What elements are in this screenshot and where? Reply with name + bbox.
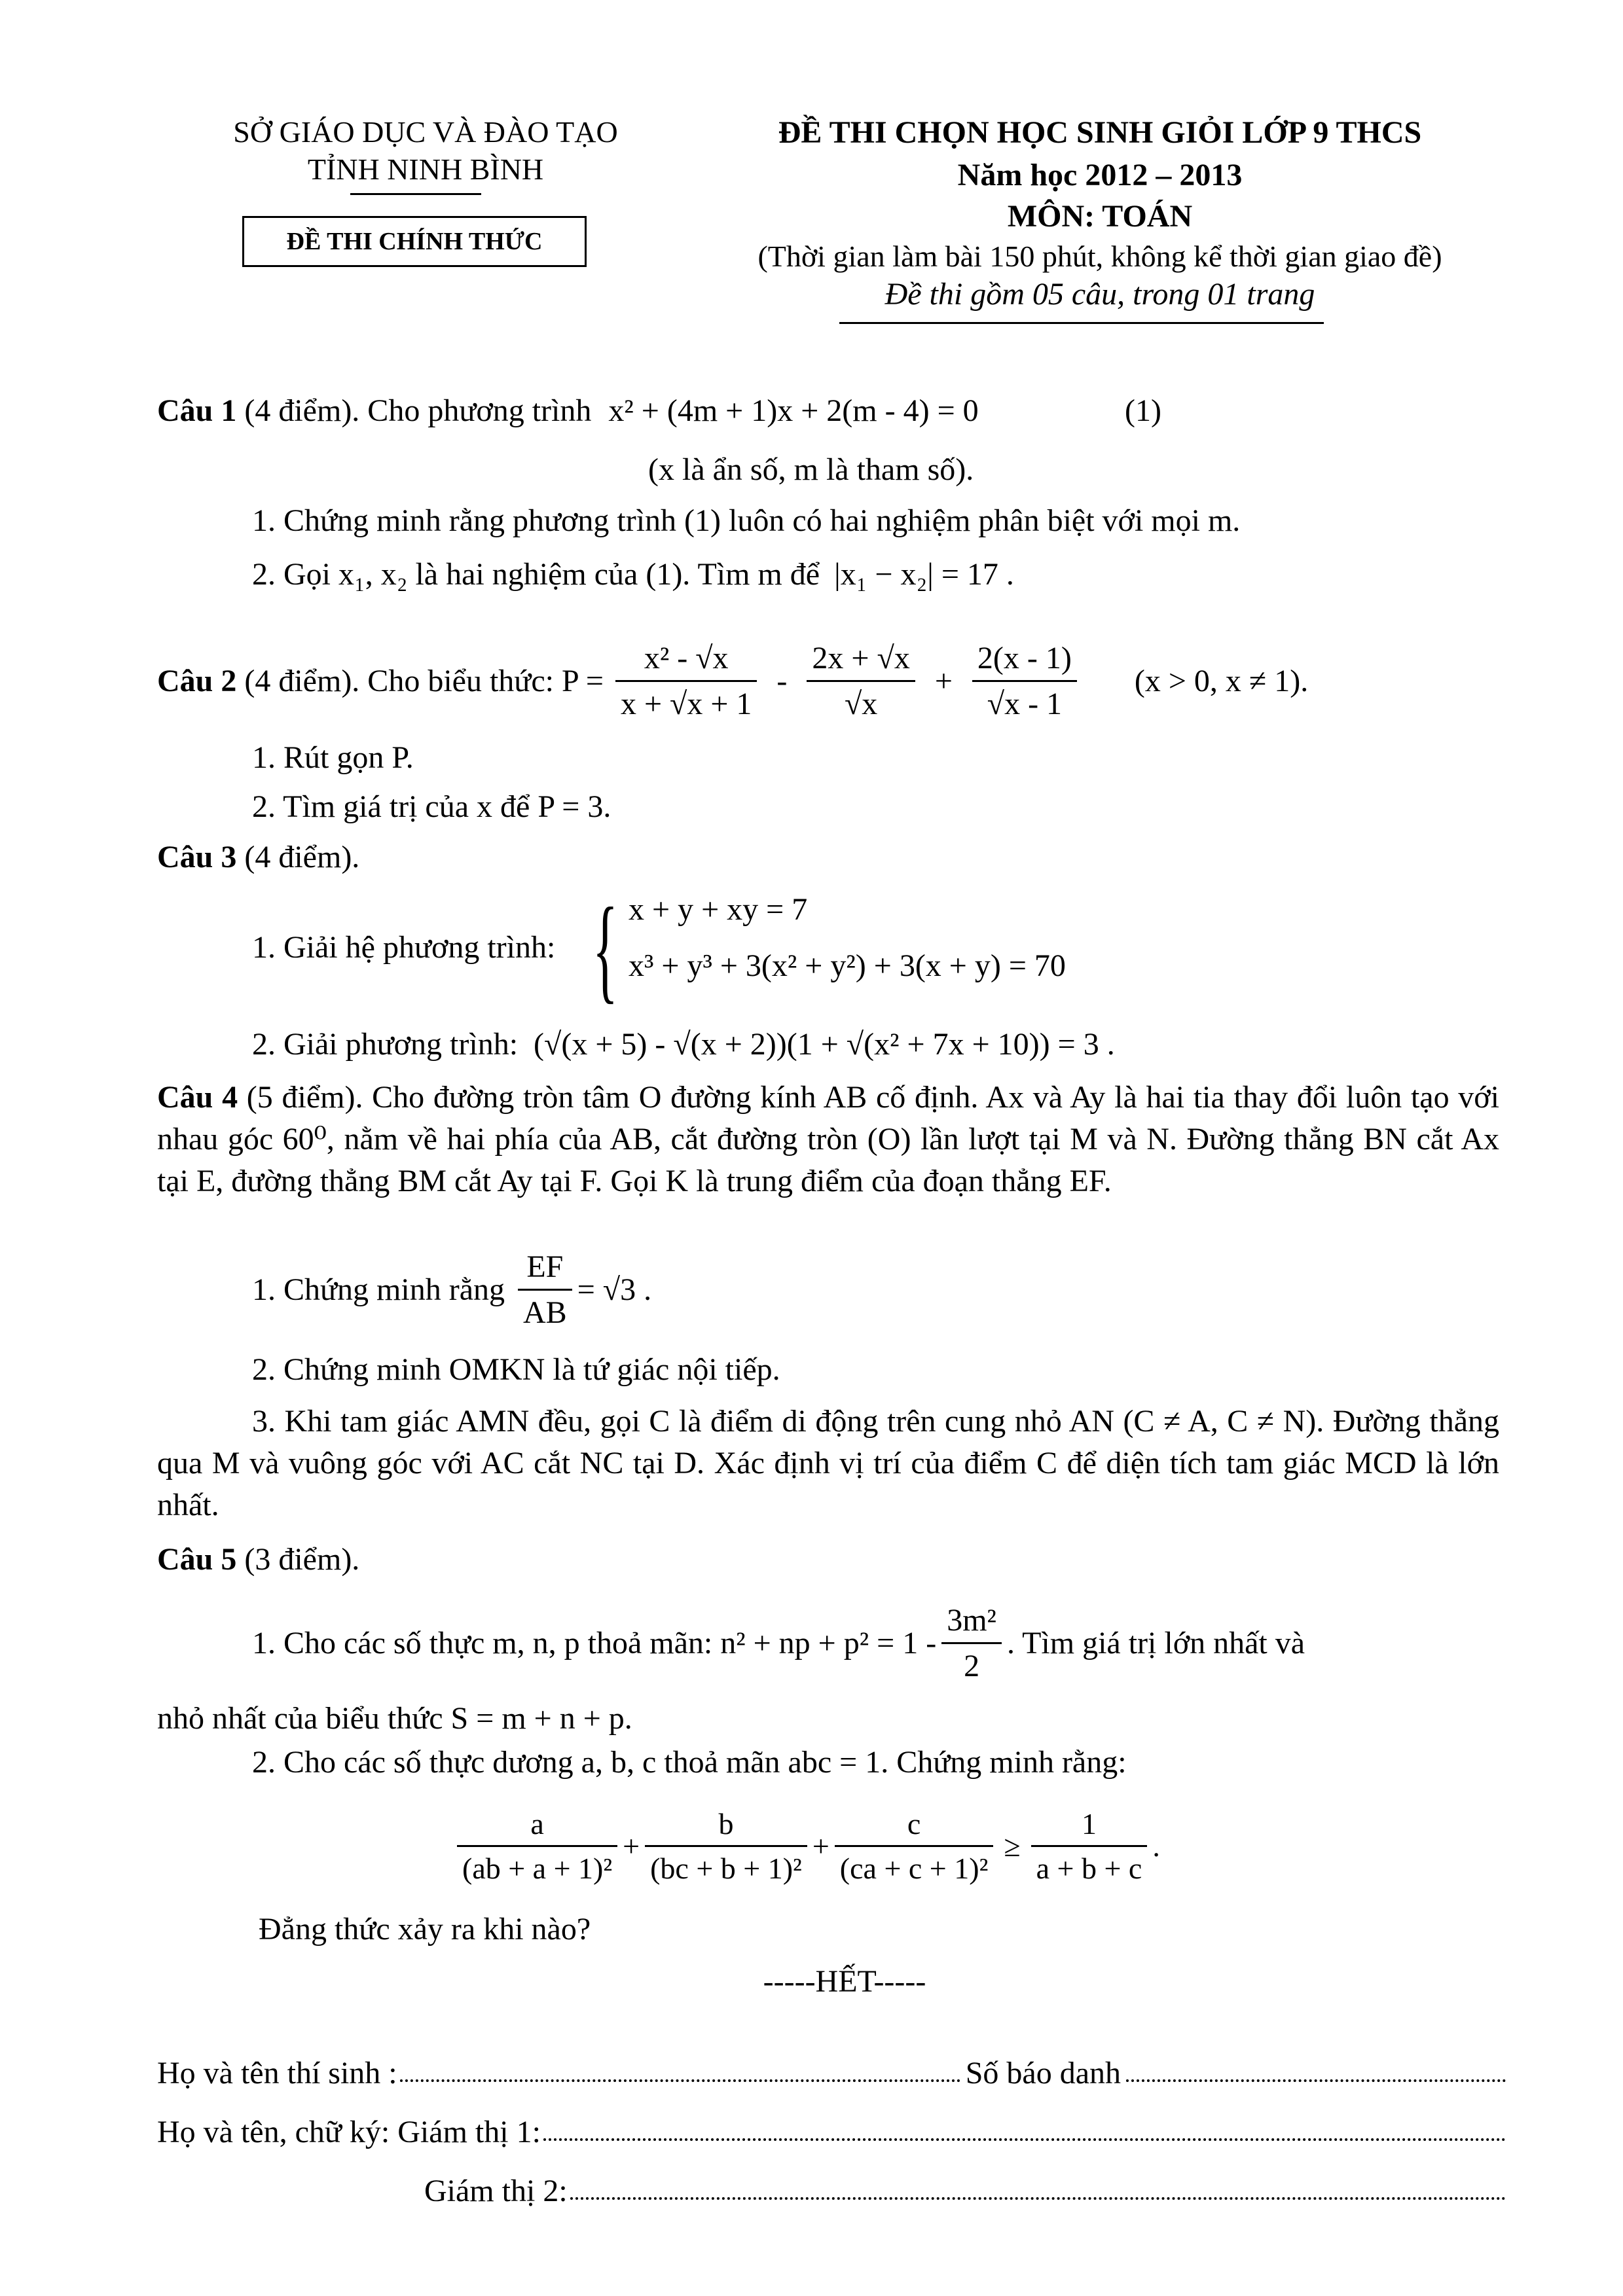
proctor-2-line: Giám thị 2: [424,2173,1506,2209]
question-2-part-1: 1. Rút gọn P. [252,740,414,775]
inequality: $\frac{a}{\text{(ab + a + 1)²}}$ + $\frac{b}{\text{(bc + b + 1)²}}$ + $\frac{c}{\text{(ca + c + 1)²}}$ ≥ $\frac{1}{a + b + c}$ . [452,1797,1160,1895]
official-exam-box: ĐỀ THI CHÍNH THỨC [242,216,587,267]
fraction-2: $\frac{2x + √x}{√x}$ [807,640,915,722]
question-4-intro: Câu 4 (5 điểm). Cho đường tròn tâm O đường kính AB cố định. Ax và Ay là hai tia thay đổi luôn tạo với nhau góc 60⁰, nằm về hai phía của AB, cắt đường tròn (O) lần lượt tại M và N. Đường thẳng BN cắt Ax tại E, đường thẳng BM cắt Ay tại F. Gọi K là trung điểm của đoạn thẳng EF. [157,1080,1500,1198]
pages-note: Đề thi gồm 05 câu, trong 01 trang [884,277,1315,312]
system-equation-2: x³ + y³ + 3(x² + y²) + 3(x + y) = 70 [629,948,1066,983]
question-3-stem: Câu 3 (4 điểm). [157,840,360,874]
question-5-stem: Câu 5 (3 điểm). [157,1542,360,1577]
question-1-note: (x là ẩn số, m là tham số). [648,452,974,487]
equation-number: (1) [1125,393,1161,428]
exam-title: ĐỀ THI CHỌN HỌC SINH GIỎI LỚP 9 THCS [778,115,1422,150]
province-name: TỈNH NINH BÌNH [307,152,544,186]
department-name: SỞ GIÁO DỤC VÀ ĐÀO TẠO [233,115,618,149]
question-5-equality: Đẳng thức xảy ra khi nào? [259,1912,591,1946]
fraction-3: $\frac{2(x - 1)}{√x - 1}$ [972,640,1077,722]
end-mark: -----HẾT----- [763,1964,926,1999]
subject: MÔN: TOÁN [1007,199,1193,234]
question-2-expression: Câu 2 (4 điểm). Cho biểu thức: P = $\frac{\text{x² - √x}}{x + √x + 1}$ - $\frac{2x + √x}{√x}$ + $\frac{2(x - 1)}{√x - 1}$ (x > 0, x ≠ 1). [157,640,1309,721]
question-4-part-1: 1. Chứng minh rằng $\frac{EF}{AB}$ = √3 . [252,1249,652,1330]
time-note: (Thời gian làm bài 150 phút, không kể thời gian giao đề) [757,240,1442,273]
proctor-1-line: Họ và tên, chữ ký: Giám thị 1: [157,2114,1506,2150]
question-3-part-1: 1. Giải hệ phương trình: [252,930,556,965]
question-2-part-2: 2. Tìm giá trị của x để P = 3. [252,789,611,824]
candidate-line: Họ và tên thí sinh : Số báo danh [157,2055,1506,2091]
header-rule [350,193,481,195]
question-5-part-2: 2. Cho các số thực dương a, b, c thoả mãn abc = 1. Chứng minh rằng: [252,1745,1127,1780]
title-rule [839,322,1324,324]
question-1-part-2: 2. Gọi x₁, x₂ là hai nghiệm của (1). Tìm m để |x₁ − x₂| = 17 . [252,557,1014,592]
question-5-part-1-cont: nhỏ nhất của biểu thức S = m + n + p. [157,1701,632,1736]
system-brace: { [593,884,618,1014]
question-1-part-1: 1. Chứng minh rằng phương trình (1) luôn có hai nghiệm phân biệt với mọi m. [252,503,1241,538]
question-1-stem: Câu 1 (4 điểm). Cho phương trình x² + (4m + 1)x + 2(m - 4) = 0 [157,393,979,428]
question-5-part-1: 1. Cho các số thực m, n, p thoả mãn: n² + np + p² = 1 - $\frac{\text{3m²}}{2}$ . Tìm giá trị lớn nhất và [252,1602,1305,1683]
question-4-part-3: 3. Khi tam giác AMN đều, gọi C là điểm di động trên cung nhỏ AN (C ≠ A, C ≠ N). Đường thẳng qua M và vuông góc với AC cắt NC tại D. Xác định vị trí của điểm C để diện tích tam giác MCD là lớn nhất. [157,1404,1499,1522]
question-4-part-2: 2. Chứng minh OMKN là tứ giác nội tiếp. [252,1352,780,1387]
school-year: Năm học 2012 – 2013 [957,158,1243,192]
fraction-1: $\frac{\text{x² - √x}}{x + √x + 1}$ [615,640,757,722]
question-3-part-2: 2. Giải phương trình: (√(x + 5) - √(x + 2))(1 + √(x² + 7x + 10)) = 3 . [252,1027,1115,1062]
system-equation-1: x + y + xy = 7 [629,892,808,927]
